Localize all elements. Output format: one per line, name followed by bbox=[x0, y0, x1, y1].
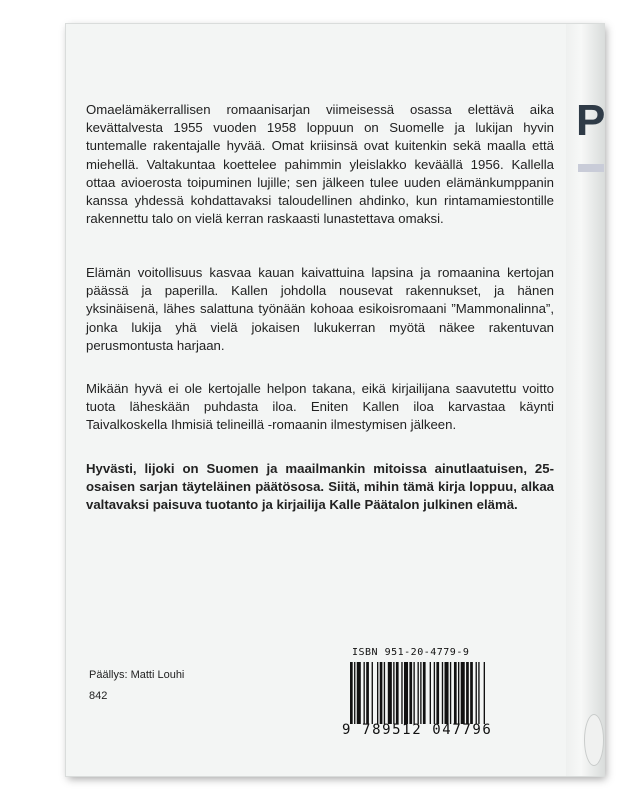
barcode-bar bbox=[396, 662, 399, 724]
barcode-bar bbox=[434, 662, 435, 724]
barcode-bar bbox=[458, 662, 459, 724]
barcode-bar bbox=[380, 662, 383, 724]
barcode-bar bbox=[461, 662, 465, 724]
barcode-bar bbox=[366, 662, 369, 724]
spine-publisher-logo bbox=[584, 714, 604, 766]
barcode-bar bbox=[384, 662, 385, 724]
barcode-bar bbox=[401, 662, 402, 724]
barcode-bar bbox=[436, 662, 439, 724]
spine-title-letter: P bbox=[576, 96, 604, 145]
barcode-bar bbox=[476, 662, 477, 724]
spine-color-band bbox=[578, 164, 604, 172]
barcode-bar bbox=[357, 662, 361, 724]
barcode-bar bbox=[430, 662, 431, 724]
barcode-number: 9 789512 047796 bbox=[342, 722, 493, 738]
barcode-bar bbox=[470, 662, 473, 724]
barcode-bar bbox=[372, 662, 373, 724]
barcode-bar bbox=[423, 662, 426, 724]
barcode-bar bbox=[377, 662, 378, 724]
barcode-bar bbox=[393, 662, 394, 724]
book-spine-edge bbox=[566, 24, 604, 776]
barcode-bar bbox=[388, 662, 392, 724]
cover-designer-credit: Päällys: Matti Louhi bbox=[89, 669, 185, 681]
product-code: 842 bbox=[89, 690, 108, 702]
blurb-paragraph-1: Omaelämäkerrallisen romaanisarjan viimeisessä osassa elettävä aika kevättalvesta 1955 vuoden 1958 loppuun on Suomelle ja lukijan hyvin tuntemalle rakentajalle hyvää. Omat kriisinsä ovat kuitenkin sekä maalla että miehellä. Valtakuntaa koettelee pahimmin yleislakko keväällä 1956. Kallella ottaa avioerosta toipuminen lujille; sen jälkeen tulee uuden elämänkumppanin kanssa yhdessä kohdattavaksi taloudellinen ahdinko, kun rintamamiestontille rakennettu talo on vielä kerran raskaasti lunastettava omaksi. bbox=[86, 102, 554, 227]
barcode-bar bbox=[418, 662, 419, 724]
blurb-paragraph-2: Elämän voitollisuus kasvaa kauan kaivattuina lapsina ja romaanina kertojan päässä ja paperilla. Kallen johdolla nousevat rakennukset, ja hänen yksinäisenä, lähes salattuna työnään kohoaa esikoisromaani ”Mammonalinna”, jonka lukija yhä vielä jokaisen lukukerran myötä näkee rakentuvan perusmontusta harjaan. bbox=[86, 265, 554, 353]
barcode-bar bbox=[409, 662, 412, 724]
barcode-bar bbox=[466, 662, 469, 724]
barcode-bar bbox=[450, 662, 451, 724]
barcode-bar bbox=[364, 662, 365, 724]
barcode-bar bbox=[350, 662, 353, 724]
barcode-bar bbox=[354, 662, 355, 724]
barcode-bar bbox=[420, 662, 421, 724]
blurb-paragraph-3: Mikään hyvä ei ole kertojalle helpon takana, eikä kirjailijana saavutettu voitto tuota läheskään puhdasta iloa. Eniten Kallen iloa karvastaa käynti Taivalkoskella Ihmisiä telineillä -romaanin ilmestymisen jälkeen. bbox=[86, 381, 554, 433]
barcode-bar bbox=[442, 662, 443, 724]
barcode-bar bbox=[478, 662, 479, 724]
isbn-label: ISBN 951-20-4779-9 bbox=[352, 647, 470, 658]
barcode-bar bbox=[454, 662, 457, 724]
barcode-bar bbox=[484, 662, 485, 724]
barcode-bar bbox=[413, 662, 414, 724]
barcode bbox=[346, 662, 546, 724]
barcode-bar bbox=[404, 662, 408, 724]
blurb-paragraph-bold: Hyvästi, lijoki on Suomen ja maailmankin mitoissa ainutlaatuisen, 25-osaisen sarjan täyteläinen päätösosa. Siitä, mihin tämä kirja loppuu, alkaa valtavaksi paisuva tuotanto ja kirjailija Kalle Päätalon julkinen elämä. bbox=[86, 461, 554, 513]
barcode-bar bbox=[445, 662, 449, 724]
